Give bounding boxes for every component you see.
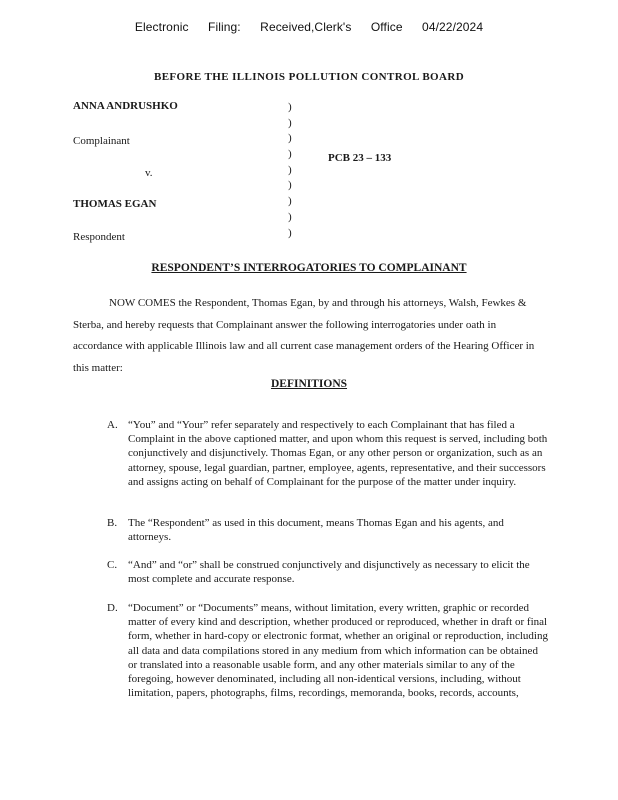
definitions-heading: DEFINITIONS <box>270 378 348 390</box>
definition-item <box>73 418 548 489</box>
caption-paren: ) <box>288 148 292 161</box>
definition-letter: D. <box>107 602 118 614</box>
definition-letter: A. <box>107 419 118 431</box>
intro-paragraph: NOW COMES the Respondent, Thomas Egan, by and through his attorneys, Walsh, Fewkes & Sterba, and hereby requests that Complainant answer the following interrogatories under oath in accordance with applicable Illinois law and all current case management orders of the Hearing Officer in this matter: <box>73 297 535 374</box>
definition-text: The “Respondent” as used in this document, means Thomas Egan and his agents, and attorneys. <box>128 517 504 544</box>
caption-paren: ) <box>288 116 292 129</box>
definition-item <box>73 516 548 544</box>
definition-text: “And” and “or” shall be construed conjunctively and disjunctively as necessary to elicit the most complete and accurate response. <box>128 559 530 586</box>
filing-word-electronic: Electronic <box>134 20 189 34</box>
document-title: RESPONDENT’S INTERROGATORIES TO COMPLAINANT <box>151 262 467 274</box>
complainant-name: ANNA ANDRUSHKO <box>73 100 178 112</box>
filing-word-received: Received,Clerk's <box>260 20 352 34</box>
respondent-name: THOMAS EGAN <box>73 198 157 210</box>
filing-word-office: Office <box>370 20 403 34</box>
caption-paren: ) <box>288 195 292 208</box>
caption-paren: ) <box>288 101 292 113</box>
definition-text: “You” and “Your” refer separately and respectively to each Complainant that has filed a Complaint in the above captioned matter, and upon whom this request is served, including both conjunctively and disjunctively. Thomas Egan, or any other person or organization, such as an attorney, spouse, legal guardian, partner, employee, agents, representative, and their successors and assigns acting on behalf of Complainant for the purpose of the matter under inquiry. <box>128 419 548 488</box>
case-number: PCB 23 – 133 <box>328 152 392 164</box>
definition-text: “Document” or “Documents” means, without limitation, every written, graphic or recorded matter of every kind and description, whether produced or reproduced, whether in draft or final form, whether in hard-copy or electronic format, whether an original or reproduction, including all data and data compilations stored in any medium from which information can be obtained or translated into a reasonable usable form, and any other materials similar to any of the foregoing, however denominated, including all non-identical versions, including, without limitation, papers, photographs, films, recordings, memoranda, books, records, accounts, <box>128 602 548 700</box>
definition-item <box>73 601 548 700</box>
respondent-role: Respondent <box>73 231 125 243</box>
definition-letter: C. <box>107 559 118 571</box>
caption-paren: ) <box>288 210 292 223</box>
definition-letter: B. <box>107 517 118 529</box>
electronic-filing-stamp <box>0 20 618 34</box>
versus-label: v. <box>145 167 153 179</box>
caption-paren: ) <box>288 132 292 145</box>
caption-parentheses <box>288 100 292 241</box>
complainant-role: Complainant <box>73 135 130 147</box>
case-caption <box>73 100 493 250</box>
caption-paren: ) <box>288 163 292 176</box>
filing-word-filing: Filing: <box>208 20 241 34</box>
board-title: BEFORE THE ILLINOIS POLLUTION CONTROL BOARD <box>153 71 465 83</box>
definition-item <box>73 558 548 586</box>
filing-date: 04/22/2024 <box>422 20 484 34</box>
caption-paren: ) <box>288 179 292 192</box>
caption-paren: ) <box>288 226 292 239</box>
